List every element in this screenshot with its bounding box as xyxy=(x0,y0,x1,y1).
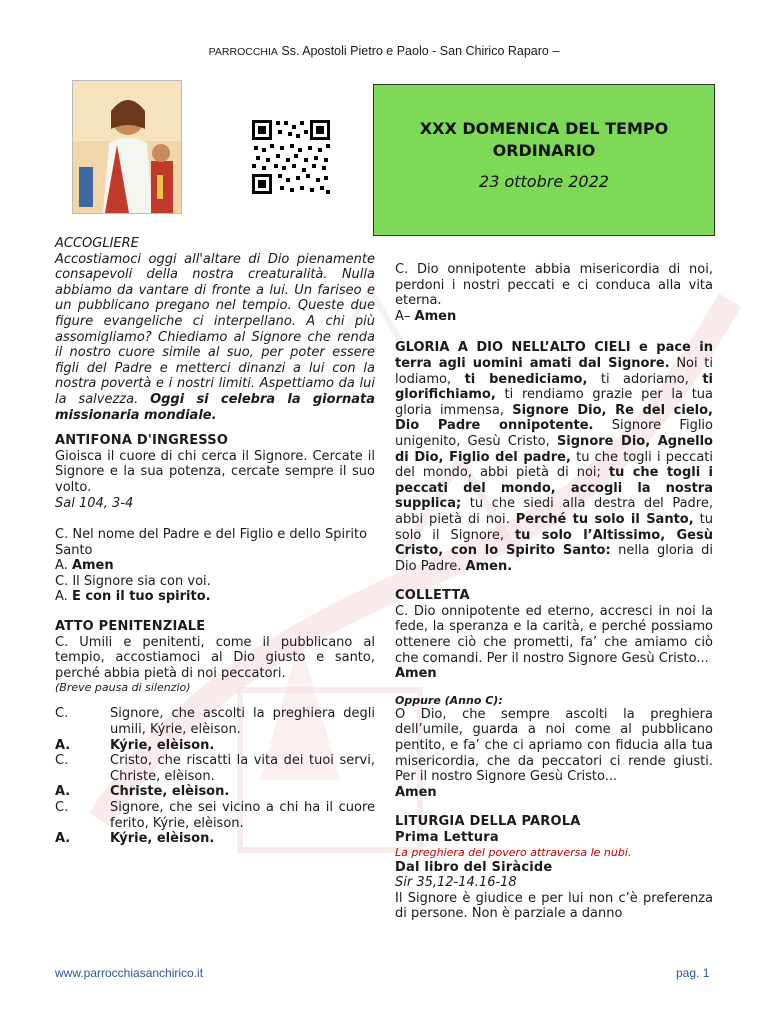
kyrie-speaker: A. xyxy=(55,737,71,753)
gloria-segment: tu che togli i peccati del mondo, accogli la nostra supplica; xyxy=(395,465,713,512)
gloria-segment: Perché tu solo il Santo, xyxy=(515,511,694,527)
kyrie-line: Kýrie, elèison. xyxy=(110,831,215,847)
atto-text: C. Umili e penitenti, come il pubblicano al tempio, accostiamoci al Dio giusto e santo, perché abbia pietà di noi peccatori. xyxy=(55,634,375,681)
response-text: Amen xyxy=(414,308,457,324)
gloria-segment: Signore Figlio unigenito, Gesù Cristo, xyxy=(395,418,713,449)
colletta-amen: Amen xyxy=(395,666,437,682)
colletta-heading: COLLETTA xyxy=(395,588,470,604)
kyrie-line: Kýrie, elèison. xyxy=(110,737,215,753)
footer-website-link[interactable]: www.parrocchiasanchirico.it xyxy=(55,966,204,980)
gloria-segment: Signore Dio, Agnello di Dio, Figlio del padre, xyxy=(395,433,713,465)
saluto: C. Il Signore sia con voi. xyxy=(55,573,211,589)
page-number: pag. 1 xyxy=(676,966,710,980)
response-label: A. xyxy=(55,589,68,605)
header-lead: PARROCCHIA xyxy=(208,46,278,58)
antifona-ref: Sal 104, 3-4 xyxy=(55,495,134,511)
saint-image xyxy=(72,80,182,214)
kyrie-line: Signore, che sei vicino a chi ha il cuore ferito, Kýrie, elèison. xyxy=(110,800,375,831)
atto-note: (Breve pausa di silenzio) xyxy=(55,681,191,695)
response-label: A– xyxy=(395,308,411,324)
kyrie-speaker: C. xyxy=(55,753,69,769)
kyrie-speaker: A. xyxy=(55,784,71,800)
right-column xyxy=(395,262,713,922)
oppure-amen: Amen xyxy=(395,784,437,800)
gloria-segment: tu che togli i peccati del mondo, abbi pietà di noi; xyxy=(395,449,713,481)
gloria-segment: ti benediciamo, xyxy=(464,371,588,387)
absolution-text: C. Dio onnipotente abbia misericordia di noi, perdoni i nostri peccati e ci conduca alla vita eterna. xyxy=(395,262,713,309)
accogliere-heading: ACCOGLIERE xyxy=(55,236,139,251)
lettura-book: Dal libro del Siràcide xyxy=(395,859,553,875)
response-label: A. xyxy=(55,558,68,574)
header-parish: Ss. Apostoli Pietro e Paolo - San Chirico Raparo – xyxy=(277,44,560,58)
gloria-segment: ti adoriamo, xyxy=(587,371,703,387)
segno-croce: C. Nel nome del Padre e del Figlio e dello Spirito Santo xyxy=(55,527,368,558)
title-line-1: XXX DOMENICA DEL TEMPO xyxy=(419,119,669,138)
title-box xyxy=(373,84,715,236)
response-text: E con il tuo spirito. xyxy=(71,589,211,605)
gloria-segment: Amen. xyxy=(465,558,513,574)
lettura-ref: Sir 35,12-14.16-18 xyxy=(395,875,517,891)
segno-response-2 xyxy=(55,589,375,605)
antifona-heading: ANTIFONA D'INGRESSO xyxy=(55,433,229,449)
gloria-segment: Noi ti lodiamo, xyxy=(395,355,713,387)
title-line-2: ORDINARIO xyxy=(492,141,596,160)
kyrie-speaker: A. xyxy=(55,831,71,847)
colletta-text: C. Dio onnipotente ed eterno, accresci in noi la fede, la speranza e la carità, e perché possiamo ottenere ciò che prometti, fa’ che amiamo ciò che comandi. Per il nostro Signore Gesù Cristo... xyxy=(395,603,713,666)
kyrie-list xyxy=(55,706,375,846)
gloria-segment: ti rendiamo grazie per la tua gloria immensa, xyxy=(395,387,713,418)
gloria-body xyxy=(395,356,713,574)
absolution-response xyxy=(395,309,713,325)
gloria-segment: tu solo il Signore, xyxy=(395,511,714,543)
oppure-heading: Oppure (Anno C): xyxy=(395,693,503,707)
kyrie-speaker: C. xyxy=(55,706,69,722)
segno-response-1 xyxy=(55,558,375,574)
kyrie-speaker: C. xyxy=(55,800,69,815)
liturgia-heading: LITURGIA DELLA PAROLA xyxy=(395,814,581,830)
lettura-text: Il Signore è giudice e per lui non c’è preferenza di persone. Non è parziale a danno xyxy=(395,890,713,922)
kyrie-line: Christe, elèison. xyxy=(110,784,230,800)
response-text: Amen xyxy=(71,558,114,574)
gloria-segment: tu solo l’Altissimo, Gesù Cristo, con lo Spirito Santo: xyxy=(395,527,713,559)
gloria-paragraph xyxy=(395,340,713,574)
accogliere-text xyxy=(55,252,375,424)
antifona-text: Gioisca il cuore di chi cerca il Signore. Cercate il Signore e la sua potenza, cercate sempre il suo volto. xyxy=(55,448,375,495)
gloria-segment: nella gloria di Dio Padre. xyxy=(395,543,713,574)
title-date: 23 ottobre 2022 xyxy=(479,172,609,191)
left-column xyxy=(55,236,375,847)
atto-heading: ATTO PENITENZIALE xyxy=(55,619,206,635)
lettura-antiphon: La preghiera del povero attraversa le nubi. xyxy=(395,845,632,859)
qr-code xyxy=(250,118,332,196)
prima-lettura-heading: Prima Lettura xyxy=(395,830,499,845)
qr-code-graphic xyxy=(250,118,332,196)
kyrie-line: Cristo, che riscatti la vita dei tuoi servi, Christe, elèison. xyxy=(110,753,375,784)
gloria-segment: tu che siedi alla destra del Padre, abbi pietà di noi. xyxy=(395,496,713,527)
accogliere-bold: Oggi si celebra la giornata missionaria mondiale. xyxy=(55,391,375,423)
title-heading xyxy=(374,118,714,162)
kyrie-line: Signore, che ascolti la preghiera degli umili, Kýrie, elèison. xyxy=(110,706,375,738)
accogliere-body: Accostiamoci oggi all'altare di Dio pienamente consapevoli della nostra creaturalità. Nulla abbiamo da vantare di fronte a lui. Un fariseo e un pubblicano pregano nel tempio. Queste due figure evangeliche ci interpellano. A chi più assomigliamo? Chiediamo al Signore che renda il nostro cuore simile al suo, per poter essere figli del Padre e metterci dinanzi a lui con la nostra povertà e i nostri limiti. Aspettiamo da lui la salvezza. xyxy=(55,251,375,407)
gloria-segment: ti glorifichiamo, xyxy=(395,371,713,403)
page-header xyxy=(0,44,768,58)
oppure-text: O Dio, che sempre ascolti la preghiera dell’umile, guarda a noi come al pubblicano pentito, e fa’ che ci apriamo con fiducia alla tua misericordia, che da peccatori ci rende giusti. Per il nostro Signore Gesù Cristo... xyxy=(395,706,713,785)
gloria-segment: Signore Dio, Re del cielo, Dio Padre onnipotente. xyxy=(395,402,713,434)
gloria-heading: GLORIA A DIO NELL’ALTO CIELI e pace in terra agli uomini amati dal Signore. xyxy=(395,340,713,371)
